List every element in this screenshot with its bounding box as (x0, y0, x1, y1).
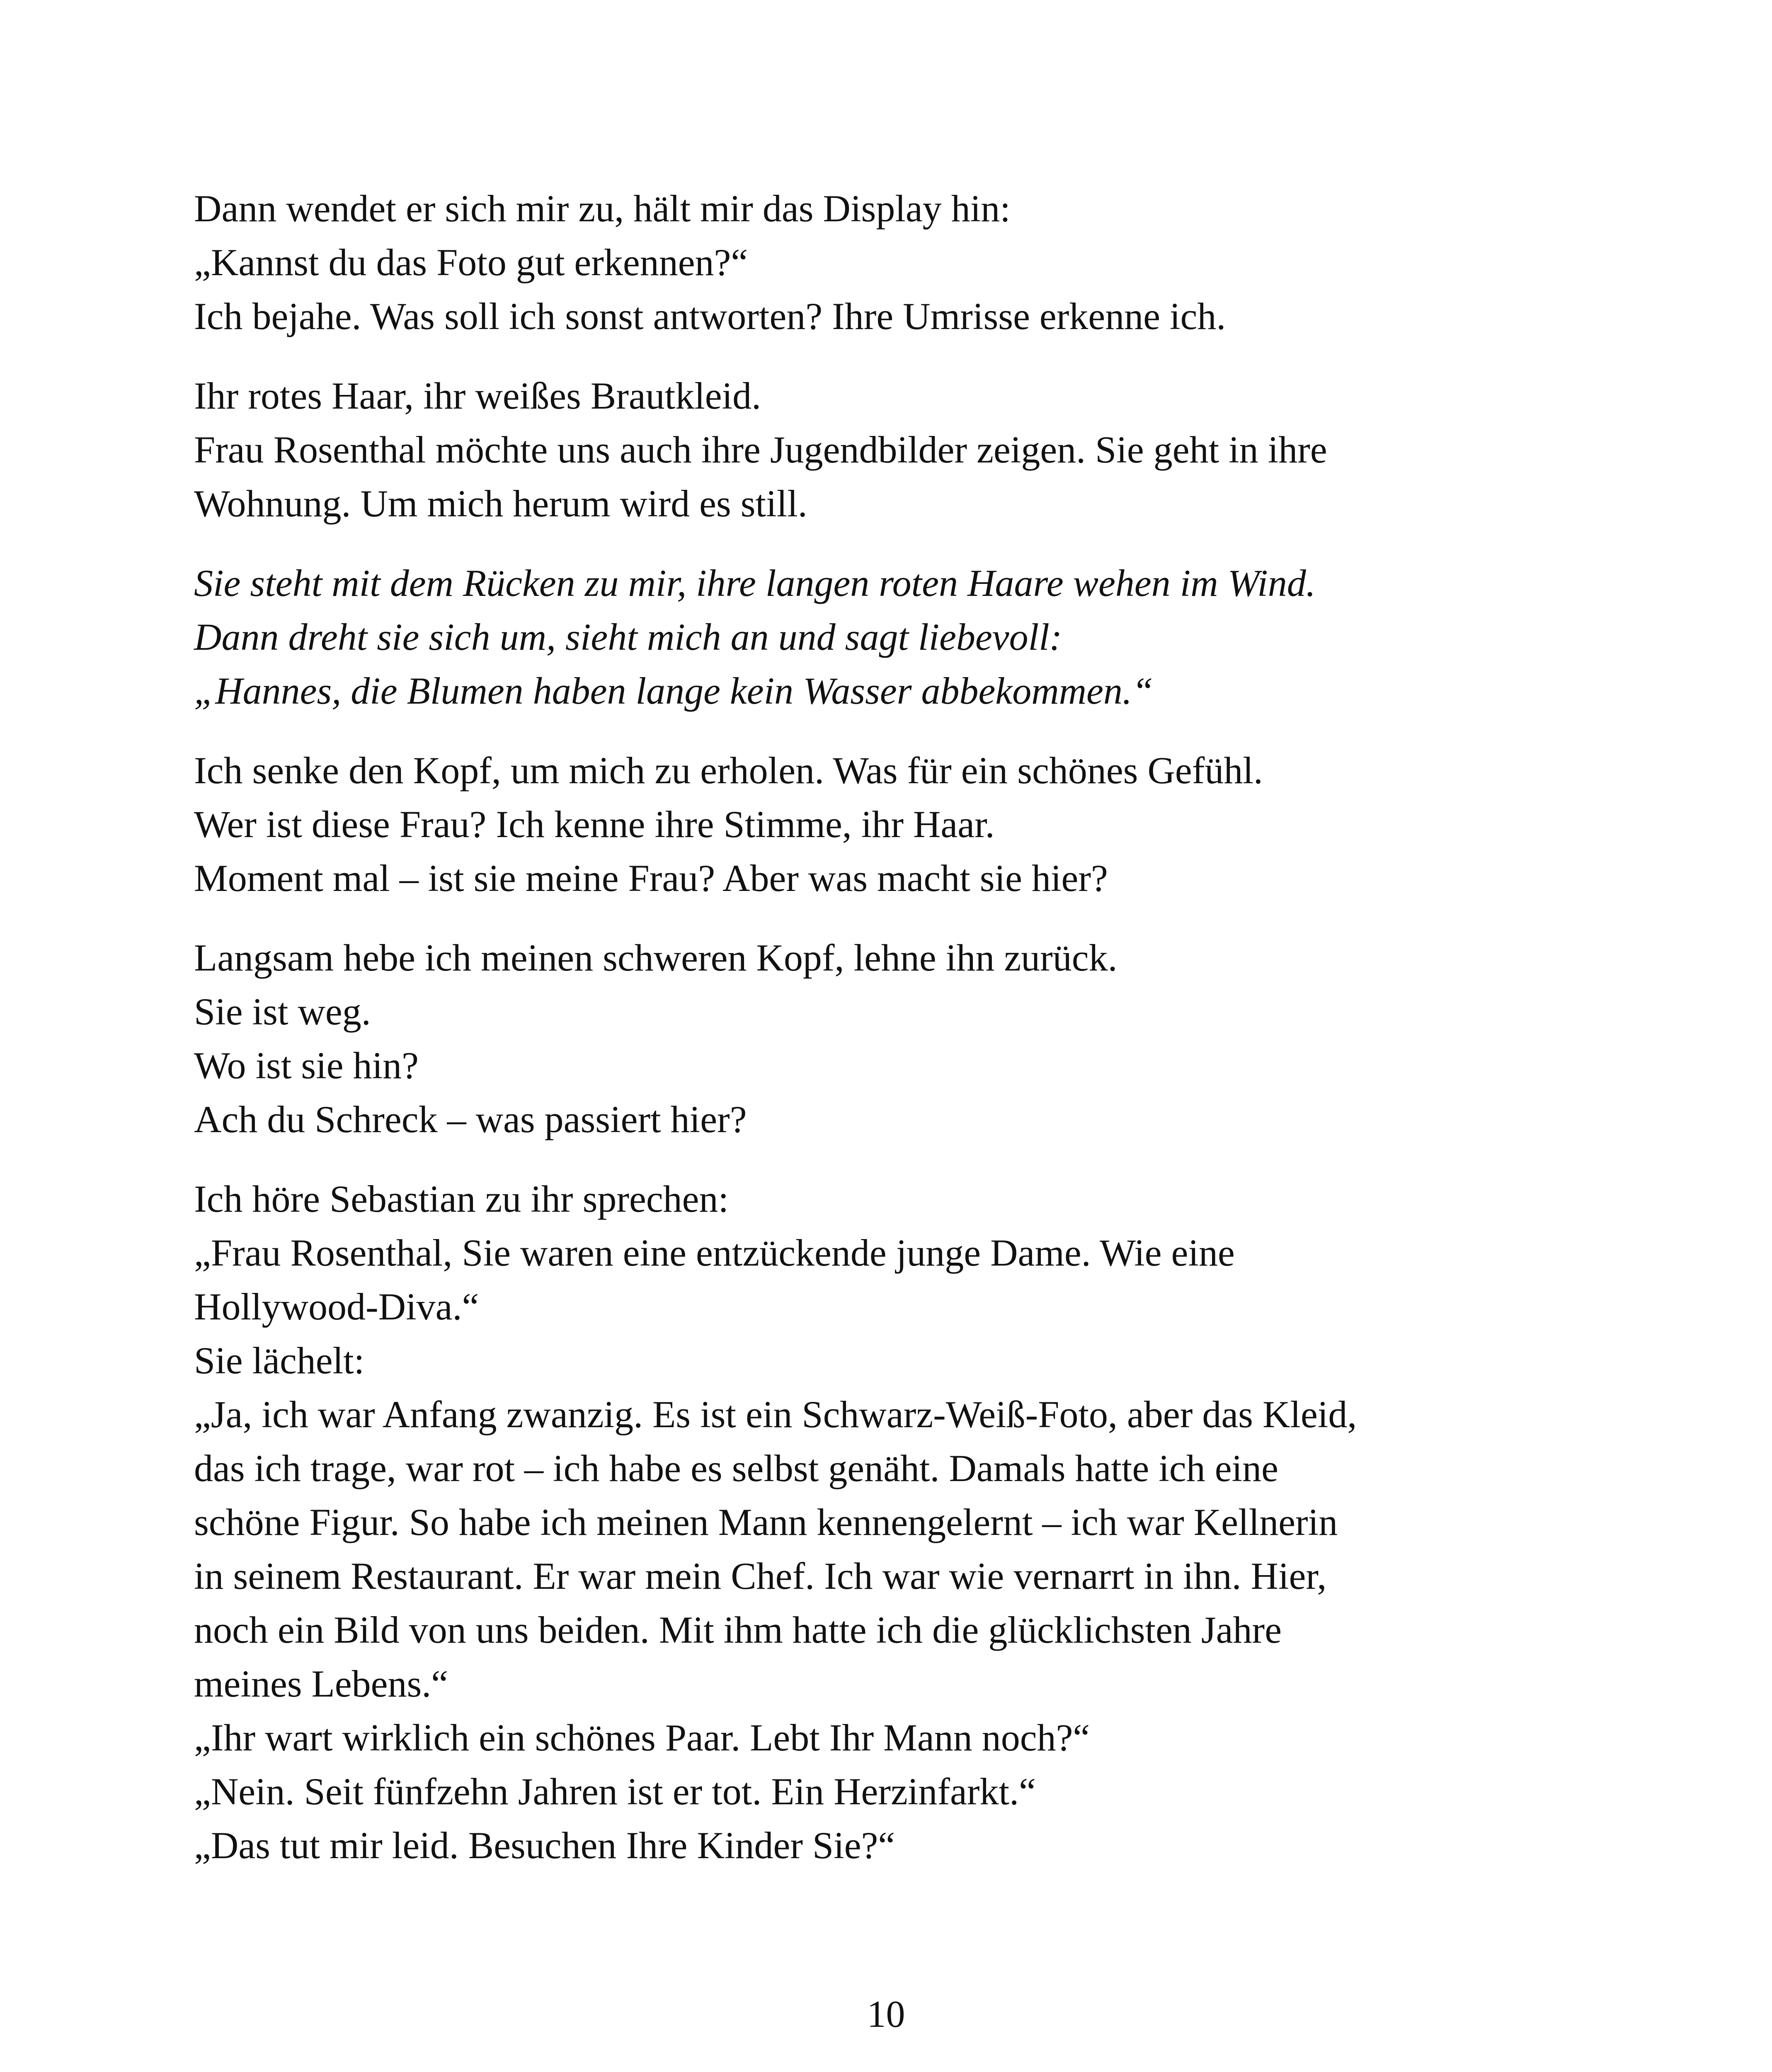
text-line: „Ja, ich war Anfang zwanzig. Es ist ein Schwarz-Weiß-Foto, aber das Kleid, (194, 1393, 1357, 1435)
text-line: Dann dreht sie sich um, sieht mich an und sagt liebevoll: (194, 616, 1062, 658)
text-line: „Hannes, die Blumen haben lange kein Wasser abbekommen.“ (194, 670, 1154, 712)
text-line: „Ihr wart wirklich ein schönes Paar. Lebt Ihr Mann noch?“ (194, 1716, 1090, 1759)
text-line: meines Lebens.“ (194, 1663, 448, 1705)
paragraph (194, 182, 1520, 343)
text-line: Ich höre Sebastian zu ihr sprechen: (194, 1178, 729, 1220)
text-line: „Nein. Seit fünfzehn Jahren ist er tot. Ein Herzinfarkt.“ (194, 1770, 1036, 1813)
text-line: Langsam hebe ich meinen schweren Kopf, lehne ihn zurück. (194, 937, 1117, 979)
text-line: „Frau Rosenthal, Sie waren eine entzückende junge Dame. Wie eine (194, 1232, 1235, 1274)
text-line: Moment mal – ist sie meine Frau? Aber was macht sie hier? (194, 857, 1108, 899)
text-line: noch ein Bild von uns beiden. Mit ihm hatte ich die glücklichsten Jahre (194, 1609, 1282, 1651)
text-line: Ich senke den Kopf, um mich zu erholen. Was für ein schönes Gefühl. (194, 749, 1263, 792)
text-line: das ich trage, war rot – ich habe es selbst genäht. Damals hatte ich eine (194, 1447, 1278, 1489)
text-line: „Kannst du das Foto gut erkennen?“ (194, 241, 748, 283)
paragraph (194, 556, 1520, 718)
text-line: Ihr rotes Haar, ihr weißes Brautkleid. (194, 375, 761, 417)
text-line: schöne Figur. So habe ich meinen Mann kennengelernt – ich war Kellnerin (194, 1501, 1338, 1543)
paragraph (194, 1172, 1520, 1872)
page-number: 10 (867, 1993, 905, 2035)
text-line: Frau Rosenthal möchte uns auch ihre Jugendbilder zeigen. Sie geht in ihre (194, 428, 1327, 471)
text-line: Dann wendet er sich mir zu, hält mir das Display hin: (194, 187, 1011, 230)
text-line: Ach du Schreck – was passiert hier? (194, 1098, 747, 1140)
text-line: Ich bejahe. Was soll ich sonst antworten? Ihre Umrisse erkenne ich. (194, 295, 1226, 337)
paragraph (194, 743, 1520, 905)
text-line: Sie steht mit dem Rücken zu mir, ihre langen roten Haare wehen im Wind. (194, 562, 1316, 604)
text-line: Sie lächelt: (194, 1339, 365, 1382)
text-line: in seinem Restaurant. Er war mein Chef. Ich war wie vernarrt in ihn. Hier, (194, 1555, 1327, 1597)
paragraph (194, 931, 1520, 1146)
paragraph (194, 369, 1520, 530)
text-line: Wer ist diese Frau? Ich kenne ihre Stimme, ihr Haar. (194, 803, 995, 845)
text-line: Wo ist sie hin? (194, 1044, 419, 1087)
text-line: Wohnung. Um mich herum wird es still. (194, 482, 807, 525)
text-line: Hollywood-Diva.“ (194, 1285, 479, 1328)
text-line: Sie ist weg. (194, 990, 371, 1033)
body-text (194, 182, 1520, 1872)
text-line: „Das tut mir leid. Besuchen Ihre Kinder Sie?“ (194, 1824, 895, 1866)
